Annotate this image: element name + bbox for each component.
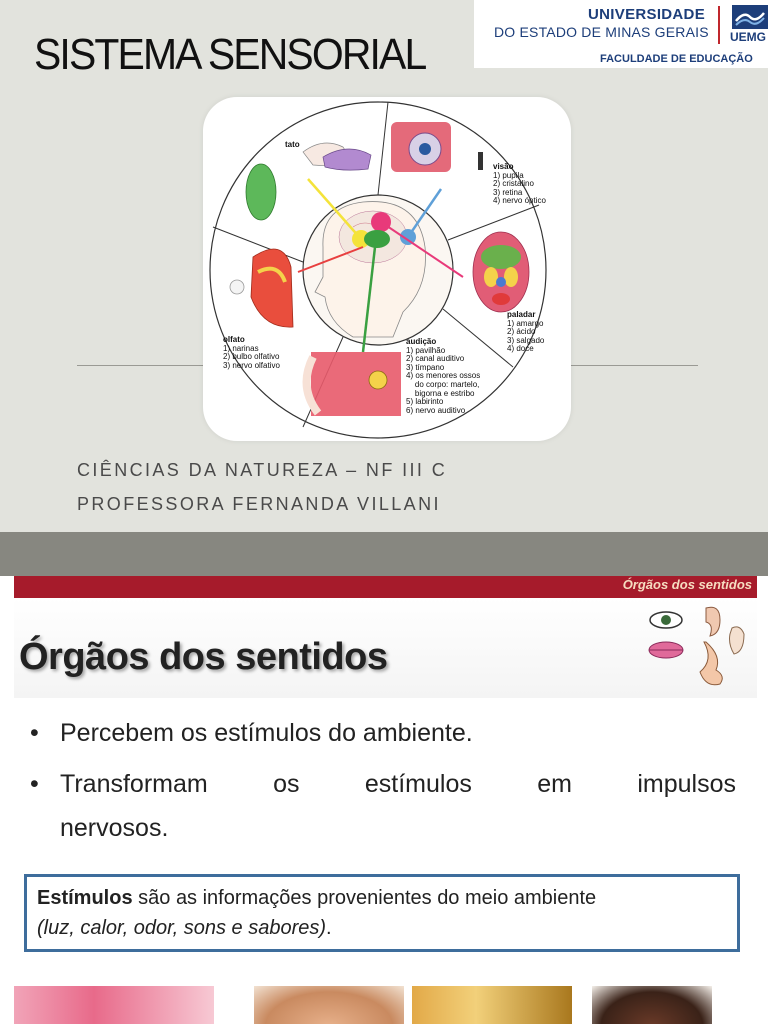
photo-child-2	[254, 986, 404, 1024]
content-slide	[14, 576, 757, 1024]
logo-line-universidade: UNIVERSIDADE	[588, 6, 705, 23]
slide-separator-band	[0, 532, 768, 576]
definition-keyword: Estímulos	[37, 887, 133, 909]
logo-divider	[718, 6, 720, 44]
uemg-mark-icon	[732, 5, 768, 29]
senses-wheel-illustration	[203, 97, 571, 441]
bullet-text: nervosos.	[60, 814, 169, 842]
bullet-word: os	[273, 770, 300, 798]
photo-child-4	[592, 986, 712, 1024]
header-corner-label: Órgãos dos sentidos	[622, 577, 752, 592]
course-subtitle: CIÊNCIAS DA NATUREZA – NF III C	[77, 460, 448, 480]
bullet-text: Percebem os estímulos do ambiente.	[60, 719, 473, 747]
teacher-subtitle: PROFESSORA FERNANDA VILLANI	[77, 494, 441, 514]
label-audicao: audição 1) pavilhão 2) canal auditivo 3) tímpano 4) os menores ossos do corpo: martelo, bigorna e estribo 5) labirinto 6) nervo auditivo	[406, 337, 481, 415]
photo-child-3	[412, 986, 572, 1024]
definition-examples: (luz, calor, odor, sons e sabores)	[37, 917, 327, 939]
definition-end: .	[326, 917, 332, 939]
divider-line-left	[77, 365, 203, 366]
bullet-transformam	[60, 770, 736, 799]
divider-line-right	[571, 365, 698, 366]
sense-organs-icon	[644, 600, 749, 700]
logo-acronym: UEMG	[730, 30, 766, 44]
senses-diagram	[203, 97, 571, 441]
logo-line-estado: DO ESTADO DE MINAS GERAIS	[494, 24, 709, 40]
university-logo	[474, 0, 768, 68]
label-tato: tato	[285, 140, 300, 149]
header-bar	[14, 576, 757, 598]
bullet-word: estímulos	[364, 770, 472, 798]
bullet-word: Transformam	[60, 770, 208, 798]
definition-text: são as informações provenientes do meio ambiente	[132, 887, 597, 909]
label-olfato: olfato 1) narinas 2) bulbo olfativo 3) nervo olfativo	[223, 335, 280, 370]
bullet-word: impulsos	[637, 770, 736, 798]
slide2-title: Órgãos dos sentidos	[19, 636, 388, 678]
bullet-dot-icon: •	[30, 770, 39, 798]
bullet-continuation	[60, 814, 168, 843]
label-visao: visão 1) pupila 2) cristalino 3) retina 4) nervo óptico	[493, 162, 546, 206]
definition-box	[24, 874, 740, 952]
photo-child-1	[14, 986, 214, 1024]
label-paladar: paladar 1) amargo 2) ácido 3) salgado 4) doce	[507, 310, 545, 354]
bullet-dot-icon: •	[30, 719, 39, 747]
bullet-word: em	[537, 770, 572, 798]
logo-line-faculdade: FACULDADE DE EDUCAÇÃO	[600, 53, 753, 65]
slide-title: SISTEMA SENSORIAL	[34, 30, 426, 79]
